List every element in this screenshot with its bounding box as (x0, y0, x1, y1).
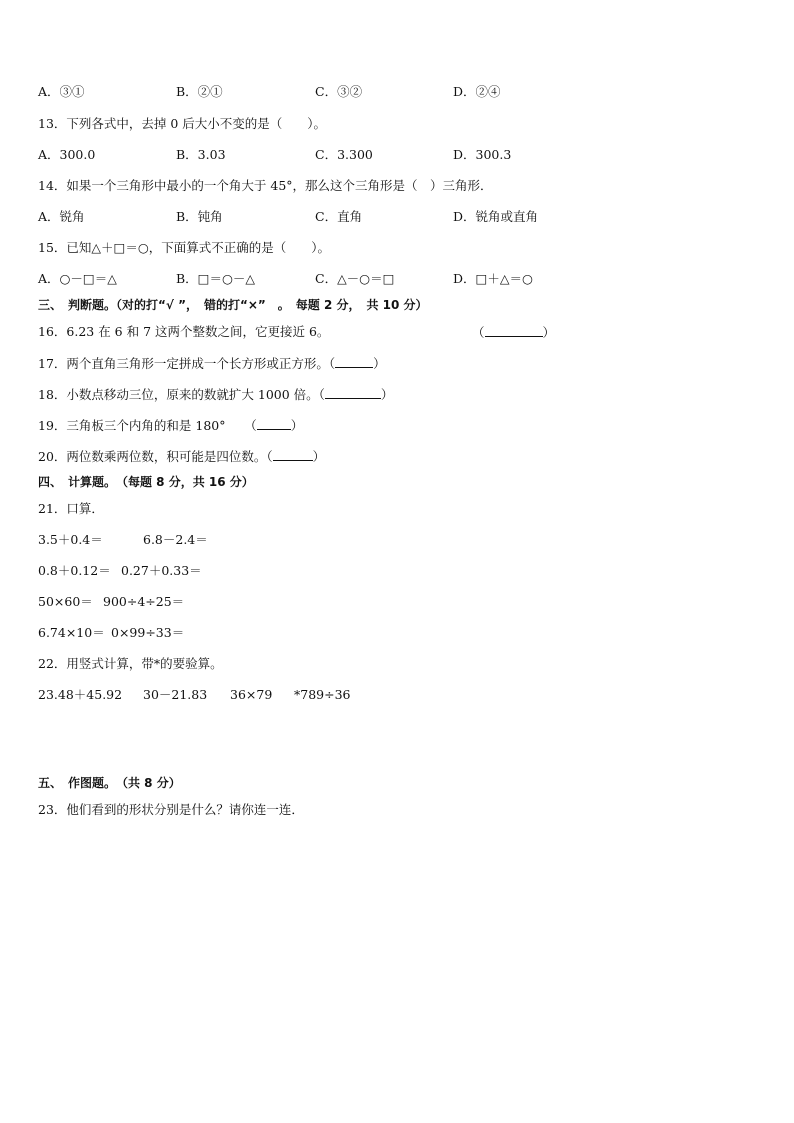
q15-option-d: D．□＋△＝○ (453, 271, 533, 286)
q13-option-c: C．3.300 (315, 147, 373, 162)
q13-option-b: B．3.03 (176, 147, 226, 162)
q23-stem: 23．他们看到的形状分别是什么？请你连一连． (38, 802, 304, 817)
q20-stem: 20．两位数乘两位数，积可能是四位数。（ ） (38, 449, 326, 464)
q22-item: *789÷36 (294, 687, 351, 702)
q12-option-d: D．②④ (453, 84, 501, 99)
q21-item: 6.8－2.4＝ (143, 532, 208, 547)
q14-option-a: A．锐角 (38, 209, 85, 224)
q19-answer-blank[interactable] (257, 417, 291, 430)
q14-option-b: B．钝角 (176, 209, 223, 224)
q13-option-d: D．300.3 (453, 147, 512, 162)
q21-item: 0×99÷33＝ (111, 625, 185, 640)
q13-option-a: A．300.0 (38, 147, 96, 162)
q21-item: 6.74×10＝ (38, 625, 105, 640)
q19-stem: 19．三角板三个内角的和是 180° （ ） (38, 418, 304, 433)
q15-option-b: B．□＝○－△ (176, 271, 256, 286)
q21-item: 3.5＋0.4＝ (38, 532, 103, 547)
q21-item: 0.27＋0.33＝ (121, 563, 202, 578)
q21-item: 50×60＝ (38, 594, 93, 609)
q13-stem: 13．下列各式中，去掉 0 后大小不变的是（ ）。 (38, 116, 327, 131)
q17-answer-blank[interactable] (335, 355, 373, 368)
q14-option-c: C．直角 (315, 209, 363, 224)
q18-stem: 18．小数点移动三位，原来的数就扩大 1000 倍。（ ） (38, 387, 394, 402)
q22-stem: 22．用竖式计算，带*的要验算。 (38, 656, 223, 671)
q16-answer-blank[interactable]: （ ） (472, 325, 556, 340)
q14-option-d: D．锐角或直角 (453, 209, 539, 224)
q21-item: 0.8＋0.12＝ (38, 563, 111, 578)
q17-stem: 17．两个直角三角形一定拼成一个长方形或正方形。（ ） (38, 356, 386, 371)
q22-item: 36×79 (230, 687, 273, 702)
q21-stem: 21．口算． (38, 501, 104, 516)
q15-option-a: A．○－□＝△ (38, 271, 117, 286)
q22-item: 30－21.83 (143, 687, 208, 702)
q15-option-c: C．△－○＝□ (315, 271, 395, 286)
q18-answer-blank[interactable] (325, 386, 381, 399)
q14-stem: 14．如果一个三角形中最小的一个角大于 45°，那么这个三角形是（ ）三角形． (38, 178, 493, 193)
q20-answer-blank[interactable] (273, 448, 313, 461)
q12-option-a: A．③① (38, 84, 85, 99)
q15-stem: 15．已知△＋□＝○，下面算式不正确的是（ ）。 (38, 240, 330, 255)
q22-item: 23.48＋45.92 (38, 687, 123, 702)
section-3-heading: 三、 判断题。（对的打“√ ”， 错的打“×” 。 每题 2 分， 共 10 分） (38, 298, 428, 312)
section-4-heading: 四、 计算题。 （每题 8 分，共 16 分） (38, 475, 254, 489)
q21-item: 900÷4÷25＝ (103, 594, 185, 609)
q12-option-c: C．③② (315, 84, 363, 99)
section-5-heading: 五、 作图题。 （共 8 分） (38, 776, 181, 790)
q16-stem: 16．6.23 在 6 和 7 这两个整数之间，它更接近 6。 (38, 324, 330, 339)
q12-option-b: B．②① (176, 84, 223, 99)
